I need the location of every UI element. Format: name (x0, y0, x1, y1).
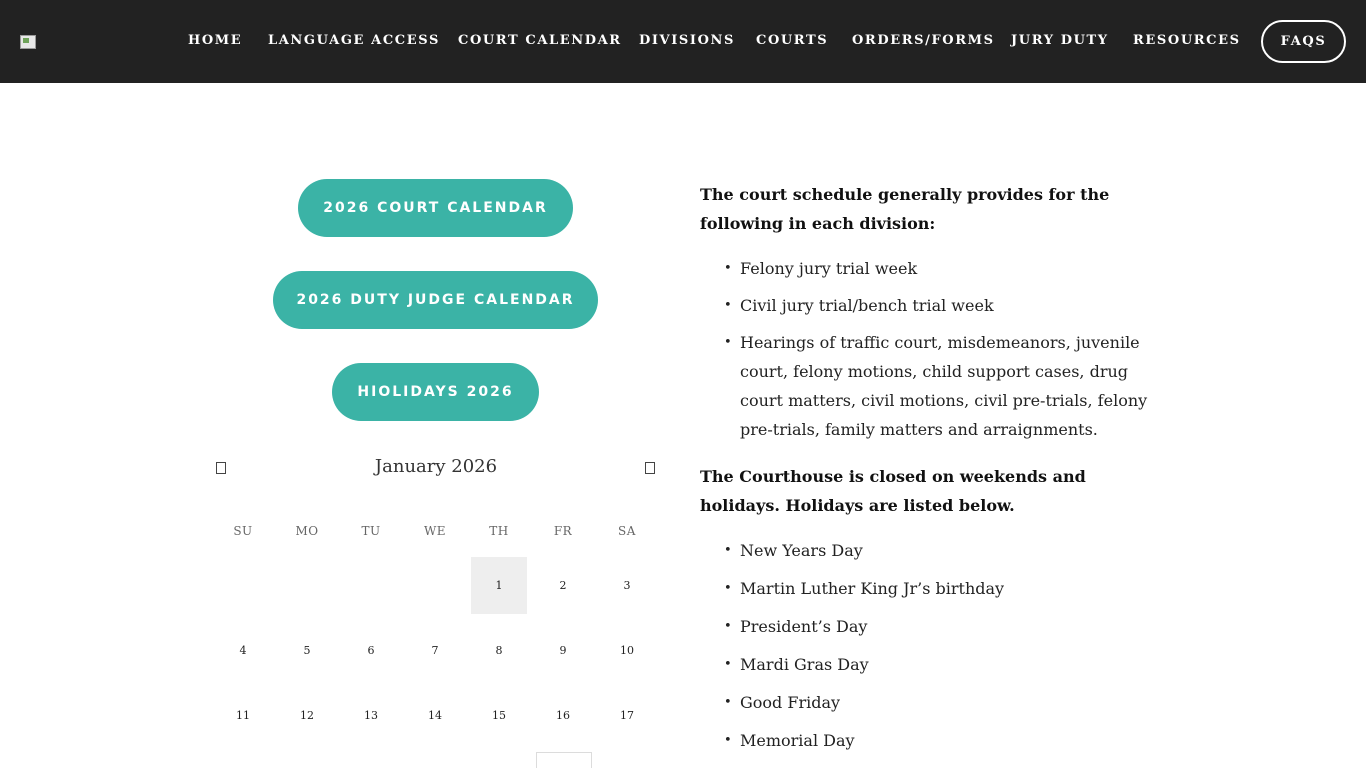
weekday-label: SU (233, 524, 253, 538)
nav-jury-duty[interactable]: JURY DUTY (1011, 33, 1109, 48)
weekday-label: TU (361, 524, 381, 538)
weekday-label: WE (423, 524, 447, 538)
list-item: • New Years Day (724, 536, 1160, 565)
calendar-day[interactable]: 15 (492, 709, 506, 722)
nav-language-access[interactable]: LANGUAGE ACCESS (268, 33, 440, 48)
holidays-button[interactable]: HIOLIDAYS 2026 (332, 363, 539, 421)
schedule-intro: The court schedule generally provides for the following in each division: (700, 185, 1110, 233)
calendar-weekday-header (211, 524, 659, 538)
list-item: • Memorial Day (724, 726, 1160, 755)
calendar-day[interactable]: 3 (623, 579, 631, 592)
nav-court-calendar[interactable]: COURT CALENDAR (458, 33, 622, 48)
holiday-list (724, 536, 1160, 755)
schedule-info (700, 180, 1160, 768)
list-item: • Martin Luther King Jr’s birthday (724, 574, 1160, 603)
calendar-day-empty (403, 557, 467, 614)
chevron-right-icon[interactable] (645, 462, 655, 474)
calendar-day[interactable]: 12 (300, 709, 314, 722)
calendar-day[interactable]: 8 (495, 644, 503, 657)
calendar-day[interactable]: 11 (236, 709, 250, 722)
nav-divisions[interactable]: DIVISIONS (639, 33, 735, 48)
list-item: • Civil jury trial/bench trial week (724, 291, 1160, 320)
weekday-label: MO (295, 524, 319, 538)
calendar-day-empty (339, 557, 403, 614)
calendar-day[interactable]: 7 (431, 644, 439, 657)
calendar-day-empty (275, 557, 339, 614)
faqs-button[interactable]: FAQS (1261, 20, 1346, 63)
duty-judge-calendar-button[interactable]: 2026 DUTY JUDGE CALENDAR (273, 271, 598, 329)
calendar-day[interactable]: 4 (239, 644, 247, 657)
weekday-label: FR (553, 524, 573, 538)
closed-note: The Courthouse is closed on weekends and holidays. Holidays are listed below. (700, 467, 1086, 515)
list-item: • President’s Day (724, 612, 1160, 641)
list-item: • Felony jury trial week (724, 254, 1160, 283)
nav-courts[interactable]: COURTS (756, 33, 829, 48)
court-calendar-button[interactable]: 2026 COURT CALENDAR (298, 179, 573, 237)
nav-resources[interactable]: RESOURCES (1133, 33, 1241, 48)
calendar-day-cell-partial[interactable] (536, 752, 592, 768)
nav-orders-forms[interactable]: ORDERS/FORMS (852, 33, 995, 48)
top-navigation-bar (0, 0, 1366, 83)
calendar-day-today[interactable]: 1 (471, 557, 527, 614)
calendar-week-row (211, 622, 659, 687)
calendar-day-empty (211, 557, 275, 614)
calendar-grid (211, 557, 659, 752)
calendar-day[interactable]: 2 (559, 579, 567, 592)
weekday-label: TH (489, 524, 509, 538)
site-logo-icon[interactable] (20, 35, 36, 49)
calendar-day[interactable]: 13 (364, 709, 378, 722)
list-item: • Hearings of traffic court, misdemeanors, juvenile court, felony motions, child support cases, drug court matters, civil motions, civil pre-trials, felony pre-trials, family matters and arraignments. (724, 328, 1160, 444)
calendar-day[interactable]: 5 (303, 644, 311, 657)
schedule-list (724, 254, 1160, 444)
list-item: • Good Friday (724, 688, 1160, 717)
calendar-month-label: January 2026 (374, 456, 498, 477)
calendar-week-row (211, 687, 659, 752)
weekday-label: SA (618, 524, 636, 538)
calendar-week-row (211, 557, 659, 622)
calendar-day[interactable]: 16 (556, 709, 570, 722)
calendar-day[interactable]: 9 (559, 644, 567, 657)
calendar-day[interactable]: 10 (620, 644, 634, 657)
calendar-day[interactable]: 17 (620, 709, 634, 722)
nav-home[interactable]: HOME (188, 33, 243, 48)
list-item: • Mardi Gras Day (724, 650, 1160, 679)
calendar-day[interactable]: 6 (367, 644, 375, 657)
calendar-day[interactable]: 14 (428, 709, 442, 722)
chevron-left-icon[interactable] (216, 462, 226, 474)
